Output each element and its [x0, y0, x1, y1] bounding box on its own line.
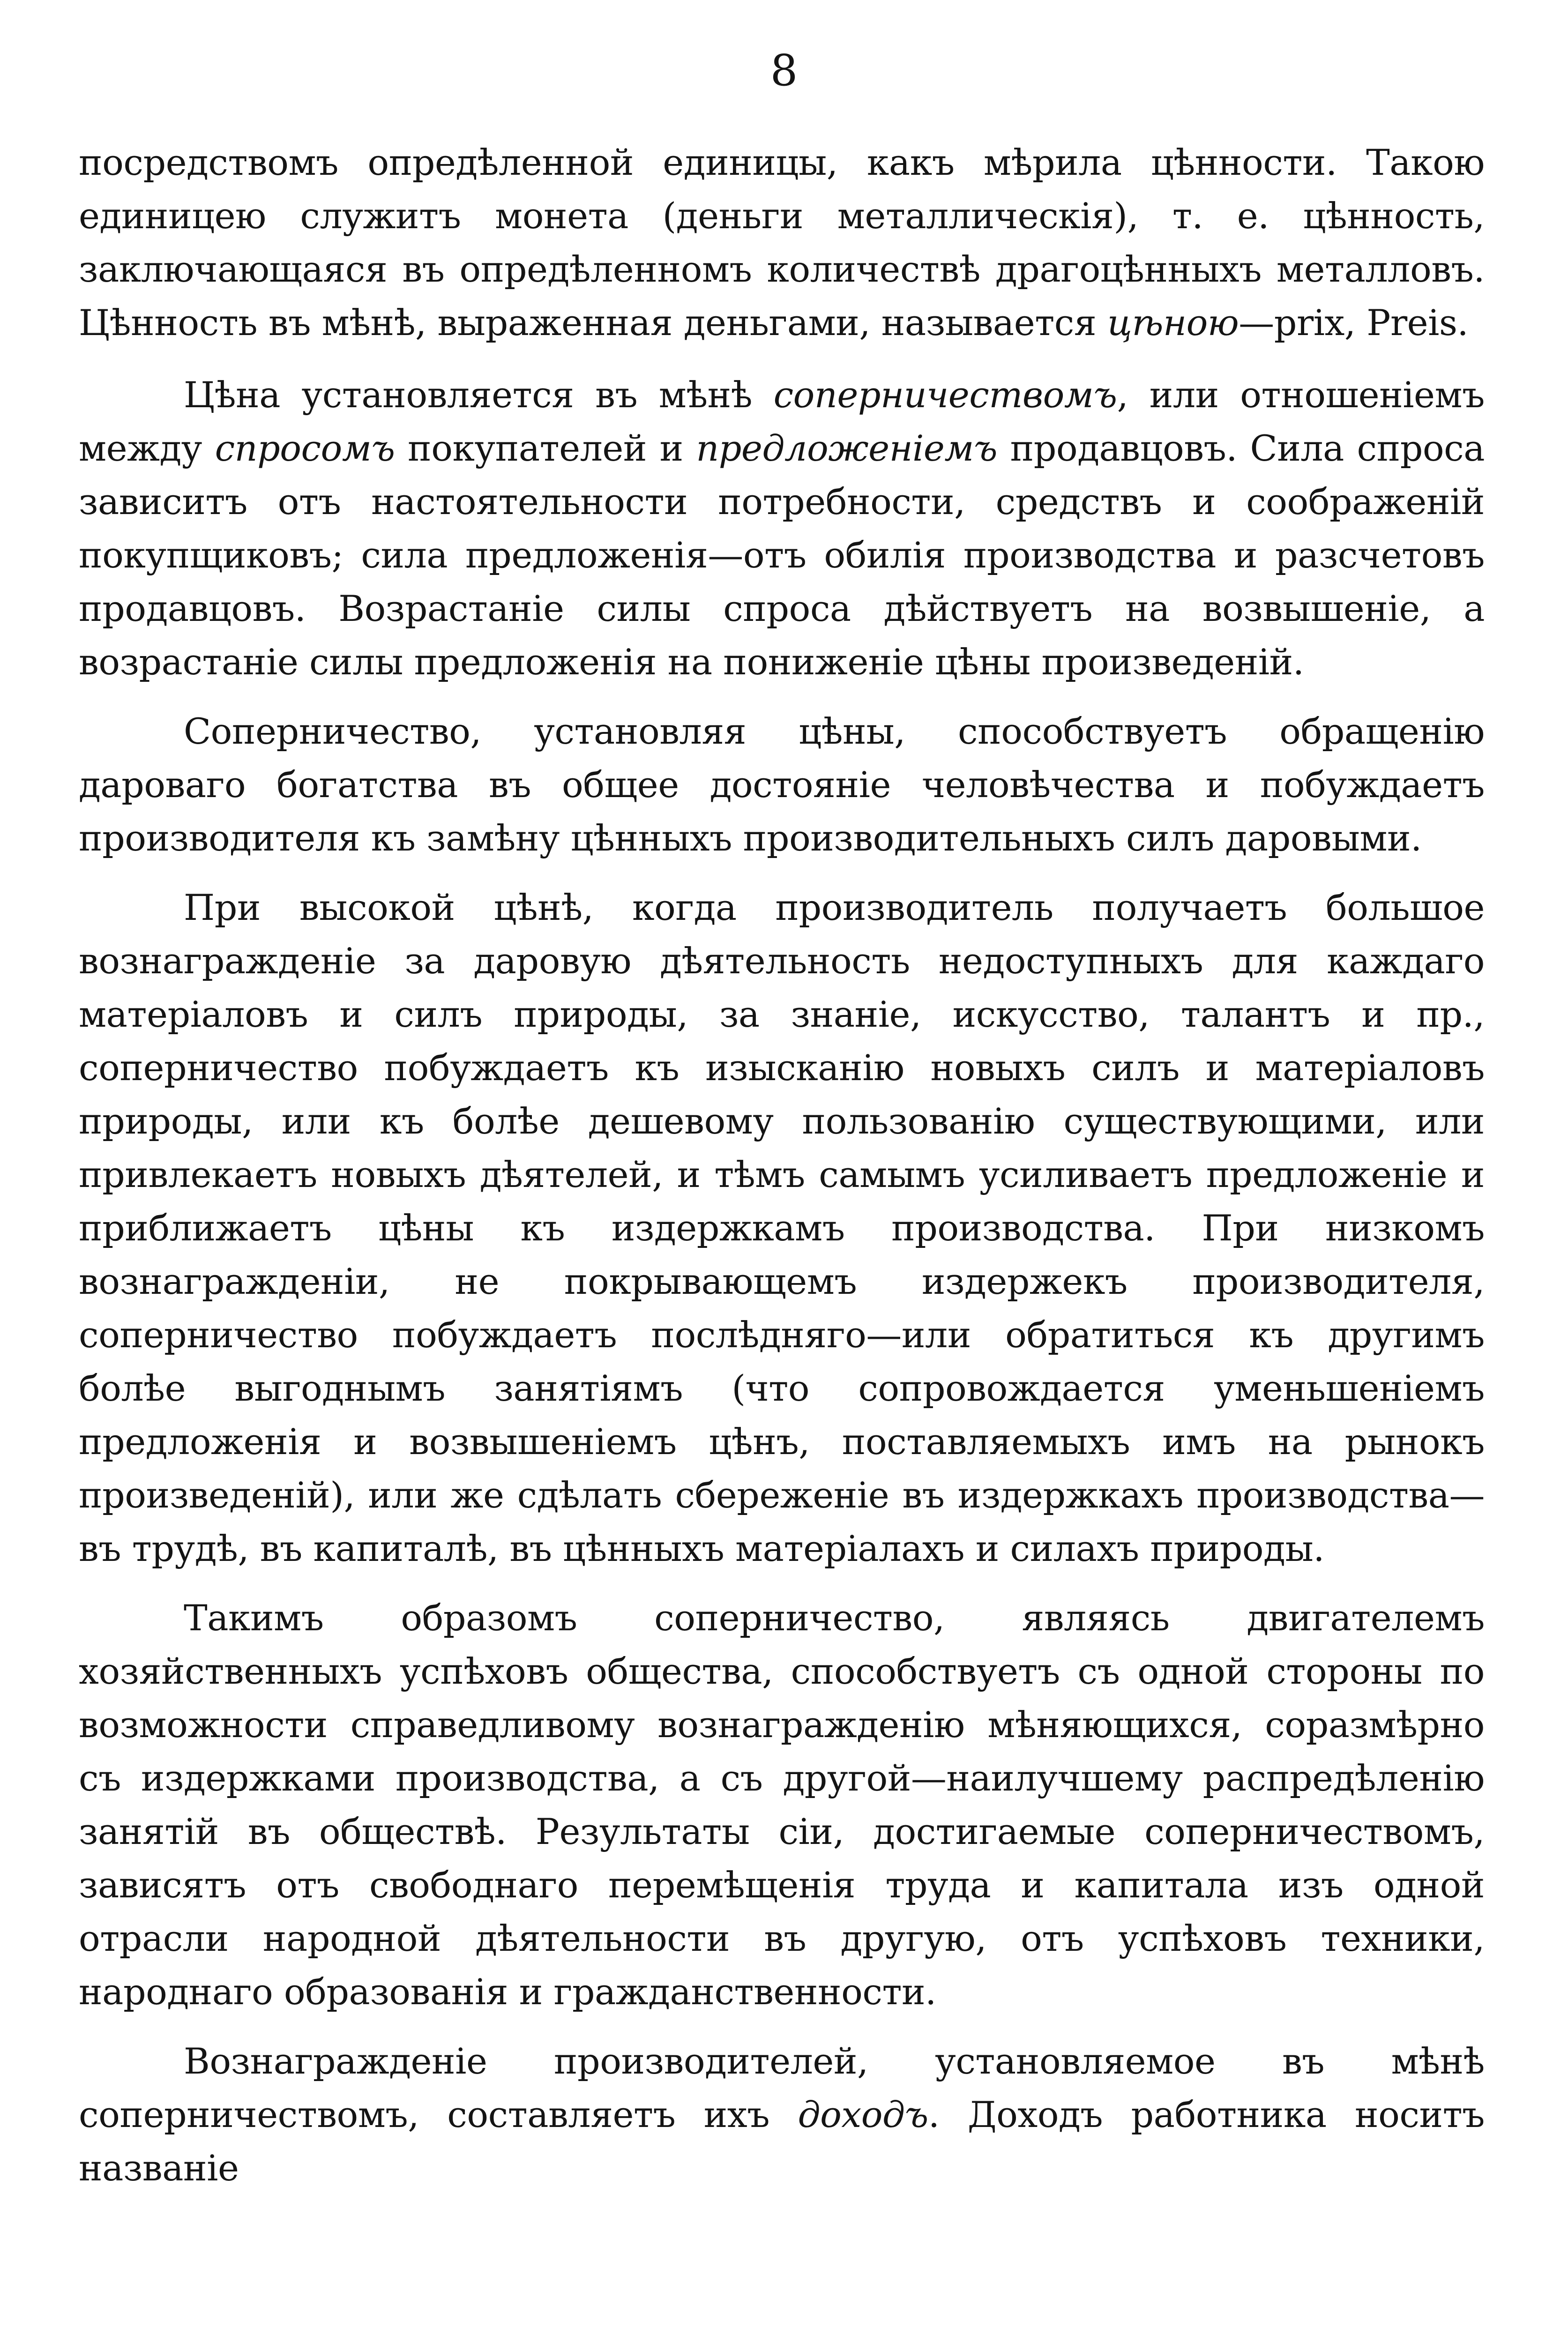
body-text	[79, 136, 1485, 2211]
text-run: . Доходъ работника носитъ названіе	[79, 2094, 1485, 2189]
text-run: продавцовъ. Сила спроса зависитъ отъ настоятельности потребности, средствъ и соображеній покупщиковъ; сила предложенія—отъ обилія производства и разсчетовъ продавцовъ. Возрастаніе силы спроса дѣйствуетъ на возвышеніе, а возрастаніе силы предложенія на пониженіе цѣны произведеній.	[79, 427, 1485, 683]
emphasized-term: цѣною	[1107, 302, 1239, 343]
paragraph	[79, 136, 1485, 350]
text-run: , или отношеніемъ между	[79, 374, 1485, 469]
paragraph	[79, 368, 1485, 689]
text-run: Соперничество, установляя цѣны, способствуетъ обращенію дароваго богатства въ общее достояніе человѣчества и побуждаетъ производителя къ замѣну цѣнныхъ производительныхъ силъ даровыми.	[79, 710, 1485, 859]
text-run: Цѣна установляется въ мѣнѣ	[184, 374, 774, 416]
text-run: Вознагражденіе производителей, установляемое въ мѣнѣ соперничествомъ, составляетъ ихъ	[79, 2040, 1485, 2135]
emphasized-term: соперничествомъ	[773, 374, 1117, 416]
paragraph	[79, 1591, 1485, 2019]
emphasized-term: предложеніемъ	[696, 427, 998, 469]
text-run: —prix, Preis.	[1239, 302, 1469, 343]
text-run: Такимъ образомъ соперничество, являясь двигателемъ хозяйственныхъ успѣховъ общества, способствуетъ съ одной стороны по возможности справедливому вознагражденію мѣняющихся, соразмѣрно съ издержками производства, а съ другой—наилучшему распредѣленію занятій въ обществѣ. Результаты сіи, достигаемые соперничествомъ, зависятъ отъ свободнаго перемѣщенія труда и капитала изъ одной отрасли народной дѣятельности въ другую, отъ успѣховъ техники, народнаго образованія и гражданственности.	[79, 1597, 1485, 2013]
text-run: При высокой цѣнѣ, когда производитель получаетъ большое вознагражденіе за даровую дѣятельность недоступныхъ для каждаго матеріаловъ и силъ природы, за знаніе, искусство, талантъ и пр., соперничество побуждаетъ къ изысканію новыхъ силъ и матеріаловъ природы, или къ болѣе дешевому пользованію существующими, или привлекаетъ новыхъ дѣятелей, и тѣмъ самымъ усиливаетъ предложеніе и приближаетъ цѣны къ издержкамъ производства. При низкомъ вознагражденіи, не покрывающемъ издержекъ производителя, соперничество побуждаетъ послѣдняго—или обратиться къ другимъ болѣе выгоднымъ занятіямъ (что сопровождается уменьшеніемъ предложенія и возвышеніемъ цѣнъ, поставляемыхъ имъ на рынокъ произведеній), или же сдѣлать сбереженіе въ издержкахъ производства—въ трудѣ, въ капиталѣ, въ цѣнныхъ матеріалахъ и силахъ природы.	[79, 887, 1485, 1569]
text-run: покупателей и	[395, 427, 696, 469]
paragraph	[79, 881, 1485, 1575]
text-run: посредствомъ опредѣленной единицы, какъ мѣрила цѣнности. Такою единицею служитъ монета (деньги металлическія), т. е. цѣнность, заключающаяся въ опредѣленномъ количествѣ драгоцѣнныхъ металловъ. Цѣнность въ мѣнѣ, выраженная деньгами, называется	[79, 142, 1485, 343]
paragraph	[79, 705, 1485, 865]
emphasized-term: спросомъ	[215, 427, 395, 469]
emphasized-term: доходъ	[798, 2094, 928, 2135]
page-number: 8	[770, 45, 798, 96]
paragraph	[79, 2035, 1485, 2195]
